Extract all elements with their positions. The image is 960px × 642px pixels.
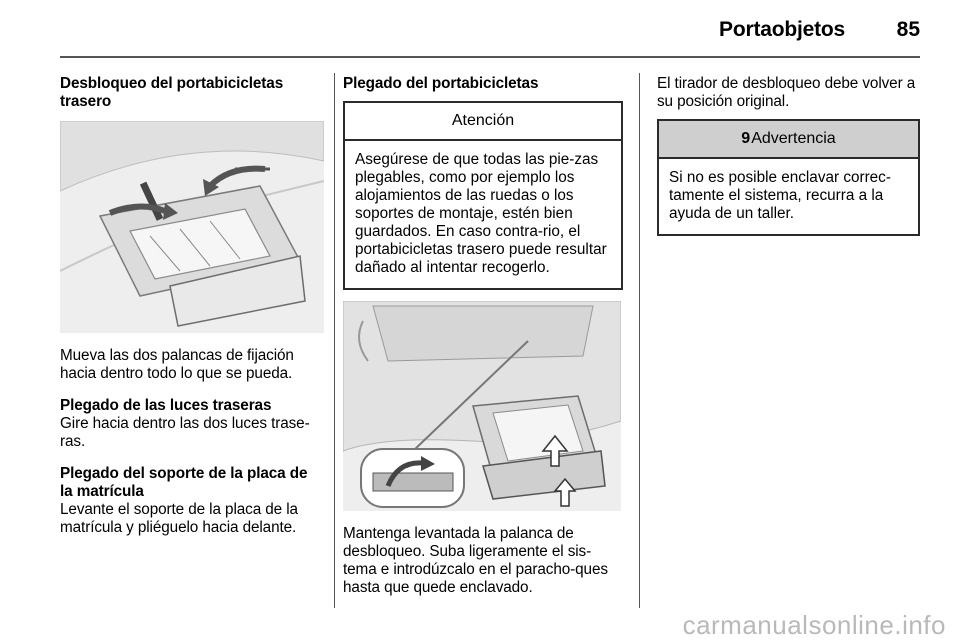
attention-text: Asegúrese de que todas las pie-zas plegables, como por ejemplo los alojamientos de las ruedas o los soportes de montaje, estén bien guardados. En caso contra-rio, el portabicicletas trasero puede resultar dañado al intentar recogerlo.	[355, 151, 607, 276]
section-heading: Desbloqueo del portabicicletas trasero	[60, 75, 284, 110]
paragraph: El tirador de desbloqueo debe volver a su posición original.	[657, 75, 916, 110]
bike-carrier-release-illustration	[60, 121, 324, 333]
warning-box	[657, 119, 920, 236]
warning-triangle-icon: 9	[741, 130, 751, 147]
column-middle	[343, 75, 623, 597]
section-heading: Plegado del portabicicletas	[343, 75, 539, 92]
section-heading: Plegado de las luces traseras	[60, 397, 272, 414]
watermark: carmanualsonline.info	[682, 610, 946, 640]
paragraph: Gire hacia dentro las dos luces trase-ras.	[60, 415, 310, 450]
header-divider	[60, 56, 920, 58]
column-left	[60, 75, 324, 537]
bike-carrier-release-drawing	[60, 121, 324, 333]
bike-carrier-stow-illustration	[343, 301, 621, 511]
figure-caption: Mantenga levantada la palanca de desbloqueo. Suba ligeramente el sis-tema e introdúzcalo en el paracho-ques hasta que quede enclavado.	[343, 525, 608, 596]
page-number: 85	[896, 18, 920, 41]
column-right	[657, 75, 920, 236]
bike-carrier-stow-drawing	[343, 301, 621, 511]
page-title: Portaobjetos	[719, 18, 845, 41]
warning-header	[659, 121, 918, 159]
column-divider	[639, 73, 640, 608]
section-heading: Plegado del soporte de la placa de la matrícula	[60, 465, 308, 500]
warning-text: Si no es posible enclavar correc-tamente el sistema, recurra a la ayuda de un taller.	[669, 169, 891, 222]
figure-caption: Mueva las dos palancas de fijación hacia dentro todo lo que se pueda.	[60, 347, 294, 382]
column-divider	[334, 73, 335, 608]
attention-box	[343, 101, 623, 290]
attention-title: Atención	[345, 103, 621, 141]
paragraph: Levante el soporte de la placa de la matrícula y pliéguelo hacia delante.	[60, 501, 298, 536]
warning-title: Advertencia	[751, 130, 836, 147]
